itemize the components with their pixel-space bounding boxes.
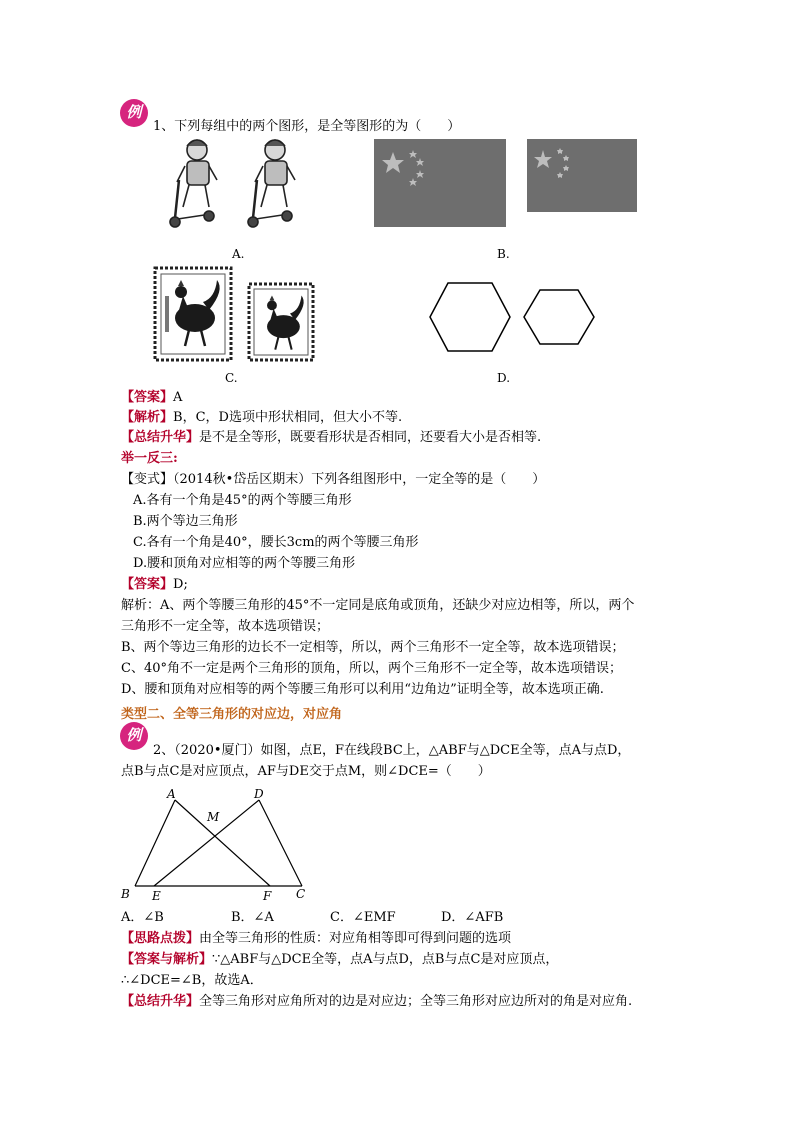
answer-value: A <box>173 390 183 405</box>
option-c-label: C. <box>225 371 238 385</box>
ex1-question: 1、下列每组中的两个图形，是全等图形的为（ ） <box>153 119 461 134</box>
ex2-summary <box>121 994 632 1010</box>
ex2-option-b: B．∠A <box>231 910 274 925</box>
option-c-figure <box>153 266 317 364</box>
ex2-answer-line2: ∴∠DCE=∠B，故选A． <box>121 973 263 988</box>
variant-analysis-line: D、腰和顶角对应相等的两个等腰三角形可以利用“边角边”证明全等，故本选项正确. <box>121 682 604 697</box>
option-d-label: D. <box>497 371 511 385</box>
segment-dc <box>259 800 302 886</box>
answer-label: 【答案与解析】 <box>121 952 213 967</box>
ex2-question-line1: 2、（2020•厦门）如图，点E，F在线段BC上，△ABF与△DCE全等，点A与点D， <box>153 743 631 758</box>
child-scooter-icon-left <box>170 140 217 227</box>
analysis-label: 【解析】 <box>121 410 174 425</box>
variant-option-c: C.各有一个角是40°，腰长3cm的两个等腰三角形 <box>133 535 419 550</box>
example-badge-2: 例 <box>120 722 148 750</box>
ex2-hint <box>121 931 511 947</box>
variant-analysis-line: 三角形不一定全等，故本选项错误； <box>121 619 330 634</box>
ex2-option-c: C．∠EMF <box>330 910 396 925</box>
segment-af <box>175 800 270 886</box>
ex2-option-a: A．∠B <box>121 910 164 925</box>
option-a-label: A. <box>232 247 245 261</box>
answer-value: ∵△ABF与△DCE全等，点A与点D，点B与点C是对应顶点， <box>212 952 559 967</box>
flag-small <box>527 139 637 212</box>
hexagon-large <box>430 283 510 351</box>
label-c: C <box>296 887 306 901</box>
variant-analysis-line: B、两个等边三角形的边长不一定相等，所以，两个三角形不一定全等，故本选项错误； <box>121 640 625 655</box>
label-f: F <box>263 889 272 903</box>
analysis-value: B，C，D选项中形状相同，但大小不等. <box>173 410 403 425</box>
answer-label: 【答案】 <box>121 577 174 592</box>
ex1-answer <box>121 390 182 406</box>
ex2-answer <box>121 952 558 968</box>
answer-value: D; <box>173 577 188 592</box>
label-a: A <box>167 787 176 801</box>
summary-value: 全等三角形对应角所对的边是对应边；全等三角形对应边所对的角是对应角. <box>199 994 633 1009</box>
label-e: E <box>152 889 161 903</box>
hexagon-small <box>524 290 594 344</box>
variant-option-d: D.腰和顶角对应相等的两个等腰三角形 <box>133 556 356 571</box>
variant-heading: 举一反三: <box>121 451 178 466</box>
flag-large <box>374 139 506 227</box>
child-scooter-icon-right <box>248 140 295 227</box>
option-a-figure <box>165 136 305 232</box>
label-b: B <box>121 887 130 901</box>
variant-answer <box>121 577 188 593</box>
hint-label: 【思路点拨】 <box>121 931 200 946</box>
ex2-option-d: D．∠AFB <box>441 910 504 925</box>
triangle-figure <box>116 784 316 906</box>
option-b-label: B. <box>497 247 510 261</box>
summary-label: 【总结升华】 <box>121 430 200 445</box>
ex1-analysis <box>121 410 402 426</box>
answer-label: 【答案】 <box>121 390 174 405</box>
example-badge-1: 例 <box>120 99 148 127</box>
variant-analysis-line: C、40°角不一定是两个三角形的顶角，所以，两个三角形不一定全等，故本选项错误； <box>121 661 622 676</box>
section2-title: 类型二、全等三角形的对应边，对应角 <box>121 707 343 722</box>
summary-label: 【总结升华】 <box>121 994 200 1009</box>
option-d-figure <box>428 280 596 354</box>
ex1-summary <box>121 430 541 446</box>
variant-option-b: B.两个等边三角形 <box>133 514 238 529</box>
hint-value: 由全等三角形的性质：对应角相等即可得到问题的选项 <box>199 931 512 946</box>
ex2-question-line2: 点B与点C是对应顶点，AF与DE交于点M，则∠DCE=（ ） <box>121 764 491 779</box>
variant-option-a: A.各有一个角是45°的两个等腰三角形 <box>133 493 352 508</box>
label-m: M <box>207 810 220 824</box>
label-d: D <box>254 787 264 801</box>
variant-analysis-line: 解析：A、两个等腰三角形的45°不一定同是底角或顶角，还缺少对应边相等，所以，两个 <box>121 598 635 613</box>
variant-question: 【变式】（2014秋•岱岳区期末）下列各组图形中，一定全等的是（ ） <box>121 472 546 487</box>
summary-value: 是不是全等形，既要看形状是否相同，还要看大小是否相等. <box>199 430 542 445</box>
option-b-figure <box>373 138 639 230</box>
